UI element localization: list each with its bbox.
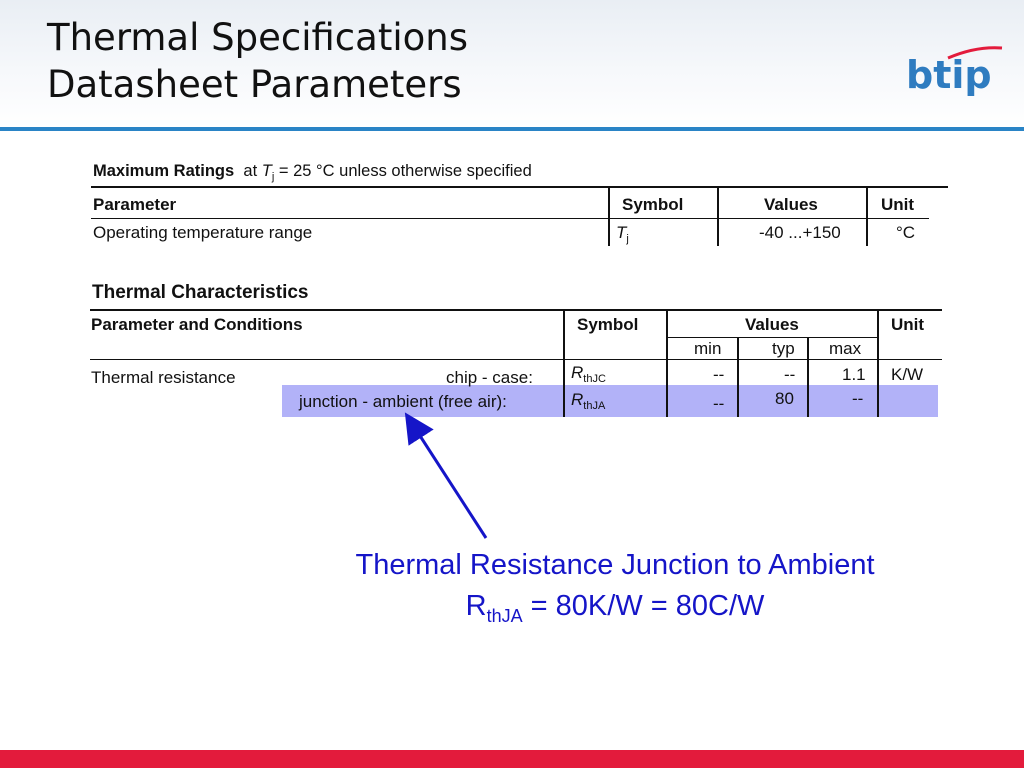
tc-row2-symbol: $R_{thJA}$ (571, 390, 606, 412)
tc-row2-typ: 80 (775, 389, 794, 408)
tc-row2-min: -- (713, 394, 725, 413)
max-ratings-header-unit: Unit (881, 195, 915, 214)
annotation-line1: Thermal Resistance Junction to Ambient (355, 549, 875, 581)
max-ratings-row-unit: °C (896, 223, 916, 242)
tc-header-values: Values (745, 315, 799, 334)
tc-header-max: max (829, 339, 862, 358)
max-ratings-header-parameter: Parameter (93, 195, 177, 214)
tc-header-unit: Unit (891, 315, 925, 334)
tc-header-parameter: Parameter and Conditions (91, 315, 303, 334)
tc-row1-typ: -- (784, 365, 796, 384)
tc-row1-max: 1.1 (842, 365, 866, 384)
max-ratings-row-values: -40 ...+150 (759, 223, 841, 242)
tc-row1-condition: chip - case: (446, 368, 533, 387)
tc-row1-symbol: $R_{thJC}$ (571, 363, 606, 385)
tc-row1-parameter: Thermal resistance (91, 368, 236, 387)
logo-text: btip (906, 53, 992, 97)
tc-row1-min: -- (713, 365, 725, 384)
tc-row1-unit: K/W (891, 365, 924, 384)
footer-bar (0, 750, 1024, 768)
slide-title-line1: Thermal Specifications (47, 16, 468, 59)
tc-header-min: min (694, 339, 722, 358)
max-ratings-condition: at $T_j = 25$ °C unless otherwise specified (243, 162, 532, 183)
tc-header-symbol: Symbol (577, 315, 639, 334)
max-ratings-row-symbol: $T_j$ (616, 223, 629, 245)
annotation-line2: $R_{thJA} = 80K/W = 80C/W$ (465, 590, 765, 626)
tc-row2-max: -- (852, 389, 864, 408)
thermal-characteristics-title: Thermal Characteristics (92, 282, 309, 303)
tc-row2-condition: junction - ambient (free air): (299, 392, 507, 411)
slide-title-line2: Datasheet Parameters (47, 63, 462, 106)
max-ratings-header-values: Values (764, 195, 818, 214)
max-ratings-heading: Maximum Ratings (93, 162, 235, 180)
tc-header-typ: typ (772, 339, 795, 358)
max-ratings-row-parameter: Operating temperature range (93, 223, 313, 242)
max-ratings-header-symbol: Symbol (622, 195, 684, 214)
